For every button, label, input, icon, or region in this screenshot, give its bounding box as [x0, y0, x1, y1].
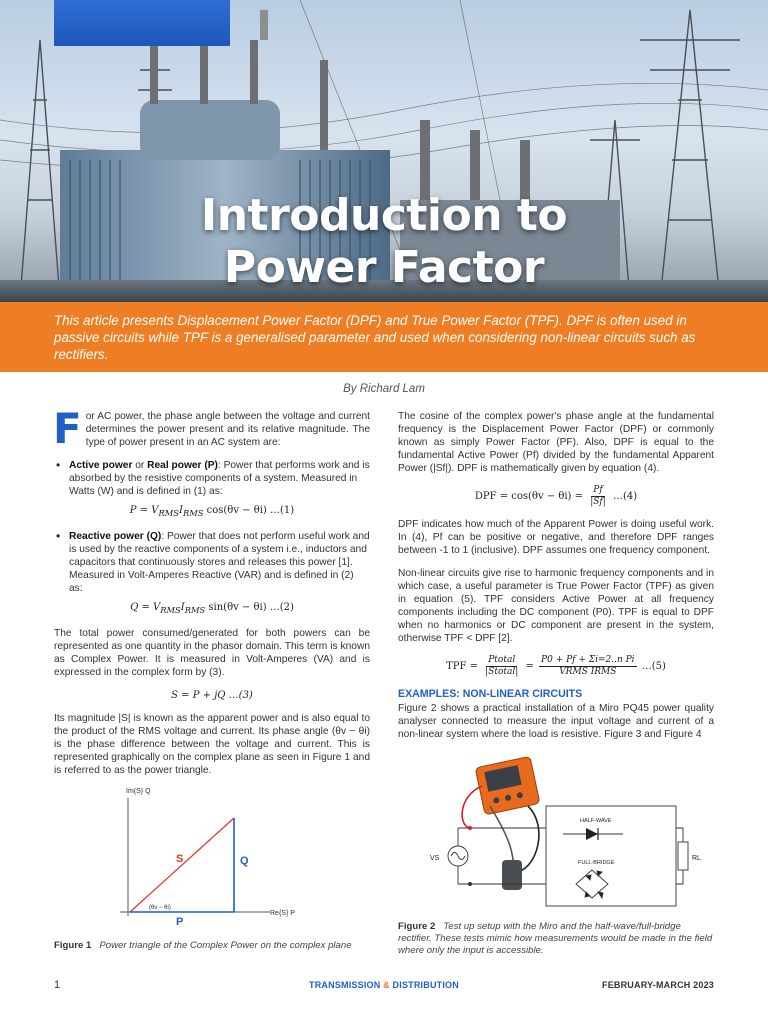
x-axis-label: Re{S} P [270, 910, 295, 917]
eq1-tail: cos(θv − θi) …(1) [206, 505, 295, 516]
rectifier-setup-figure [418, 756, 718, 916]
paragraph-text: or AC power, the phase angle between the voltage and current determines the power present and its relative magnitude. The type of power present in an AC system are: [85, 411, 370, 448]
section-heading: EXAMPLES: NON-LINEAR CIRCUITS [398, 688, 583, 700]
halfwave-label: HALF-WAVE [580, 818, 612, 824]
right-column [398, 410, 714, 751]
paragraph: Its magnitude |S| is known as the apparent power and is also equal to the product of the RMS voltage and current. Its phase angle (θv − θi) is the phase difference between the voltage and current. This is represented graphically on the complex plane as seen in Figure 1 and is referred to as the power triangle. [54, 713, 370, 776]
load-resistor [678, 842, 688, 870]
paragraph: DPF indicates how much of the Apparent Power is doing useful work. In (4), Pf can be positive or negative, and therefore DPF ranges between -1 to 1 (inclusive). DPF assumes one frequency component. [398, 519, 714, 556]
equation-5: TPF = $\frac{\text{Ptotal}}{\text{|Stotal|}}$ = $\frac{\text{P0 + Pf + Σi=2..n Pi}}{\text{VRMS IRMS}}$ …(5) [446, 655, 666, 677]
diode-icon [563, 828, 623, 840]
eq4-tail: …(4) [612, 491, 638, 502]
section-tab [54, 0, 230, 46]
bridge-rectifier-icon [576, 870, 608, 898]
magazine-name-b: DISTRIBUTION [389, 980, 459, 990]
eq4-fraction [588, 485, 608, 508]
bullet-label: Reactive power (Q) [69, 531, 162, 542]
eq5-lhs: TPF = [446, 661, 482, 672]
caption-text: Test up setup with the Miro and the half-wave/full-bridge rectifier. These tests mimic how measurements would be made in the field where only the input is accessible. [398, 921, 713, 956]
bullet-label-2: Real power (P) [147, 460, 218, 471]
s-label: S [176, 853, 184, 865]
page-number: 1 [54, 979, 61, 991]
equation-3: S = P + jQ …(3) [171, 690, 253, 701]
paragraph: The total power consumed/generated for both powers can be represented as one quantity in the phasor domain. This term is known as Complex Power. It is measured in Volt-Amperes (VA) and is expressed in the complex form by (3). [54, 628, 370, 678]
eq5-fraction-1 [483, 655, 520, 678]
magazine-ampersand: & [383, 980, 390, 990]
equation-4 [398, 485, 714, 508]
page-title [0, 190, 768, 294]
eq5-fraction-2 [539, 655, 637, 678]
source-label: VS [430, 855, 440, 862]
eq5-tail: …(5) [641, 661, 666, 672]
bullet-or: or [132, 460, 148, 471]
bullet-label: Active power [69, 460, 133, 471]
fullbridge-label: FULL-BRIDGE [578, 860, 615, 866]
eq2-tail: sin(θv − θi) …(2) [208, 602, 294, 613]
page-footer [54, 979, 714, 995]
eq4-num: Pf [593, 485, 603, 495]
paragraph: Figure 2 shows a practical installation of a Miro PQ45 power quality analyser connected to measure the input voltage and current of a non-linear system where the load is resistive. Figure 3 and Figure 4 [398, 703, 714, 740]
bullet-reactive-power [54, 530, 370, 595]
s-vector [130, 818, 234, 912]
current-clamp [502, 860, 522, 890]
eq4-den: |Sf| [590, 497, 606, 507]
figure-1-caption [54, 940, 370, 951]
equation-2: $Q = V_{RMS}I_{RMS}$ sin(θv − θi) …(2) [130, 602, 294, 615]
intro-band [0, 302, 768, 372]
load-label: RL [692, 855, 701, 862]
power-triangle-figure [100, 788, 320, 928]
p-label: P [176, 916, 184, 928]
intro-text: This article presents Displacement Power Factor (DPF) and True Power Factor (TPF). DPF is often used in passive circuits while TPF is a generalised parameter and used when considering non-linear circuits such as rectifiers. [54, 313, 696, 362]
issue-date: FEBRUARY-MARCH 2023 [602, 980, 714, 990]
left-column [53, 404, 370, 787]
caption-label: Figure 2 [398, 921, 436, 932]
caption-text: Power triangle of the Complex Power on the complex plane [99, 940, 352, 951]
title-line-1: Introduction to [200, 190, 568, 241]
hero-image [0, 0, 768, 302]
title-line-2: Power Factor [223, 242, 545, 293]
eq4-lhs: DPF = cos(θv − θi) = [474, 491, 587, 502]
eq5-den1: |Stotal| [485, 667, 519, 677]
caption-label: Figure 1 [54, 940, 92, 951]
paragraph: Non-linear circuits give rise to harmonic frequency components and in which case, a useful parameter is True Power Factor (TPF) as given in equation (5). TPF considers Active Power at all frequency components including the DC component (P0). TPF is equal to DPF when no harmonics or DC component are present in the system, otherwise TPF < DPF [2]. [398, 568, 714, 644]
paragraph [53, 404, 370, 453]
equation-1: $P = V_{RMS}I_{RMS}$ cos(θv − θi) …(1) [129, 505, 295, 518]
dropcap: F [53, 404, 82, 453]
byline: By Richard Lam [343, 383, 425, 395]
miro-analyser-device [475, 756, 540, 815]
eq5-num1: Ptotal [488, 655, 516, 665]
eq5-num2: P0 + Pf + Σi=2..n Pi [541, 655, 635, 665]
bullet-text: : Power that does not perform useful work and is used by the reactive components of a system i.e., inductors and capacitors that continuously stores and releases this power [1]. Measured in Volt-Amperes Reactive (VAR) and is defined in (2) as: [69, 531, 370, 594]
y-axis-label: Im{S} Q [126, 788, 151, 795]
magazine-name-a: TRANSMISSION [309, 980, 384, 990]
paragraph: The cosine of the complex power's phase angle at the fundamental frequency is the Displacement Power Factor (DPF) or commonly known as simply Power Factor (PF). Also, DPF is equal to the fundamental Active Power (Pf) divided by the fundamental Apparent Power (|Sf|). DPF is mathematically given by equation (4). [398, 411, 714, 474]
bullet-text: : Power that performs work and is absorbed by the resistive components of a system. Measured in Watts (W) and is defined in (1) as: [69, 460, 370, 497]
q-label: Q [240, 855, 249, 867]
bullet-active-power [54, 459, 370, 498]
figure-2-caption [398, 921, 714, 957]
angle-label: (θv − θi) [149, 905, 171, 911]
eq5-den2: VRMS IRMS [559, 667, 617, 677]
